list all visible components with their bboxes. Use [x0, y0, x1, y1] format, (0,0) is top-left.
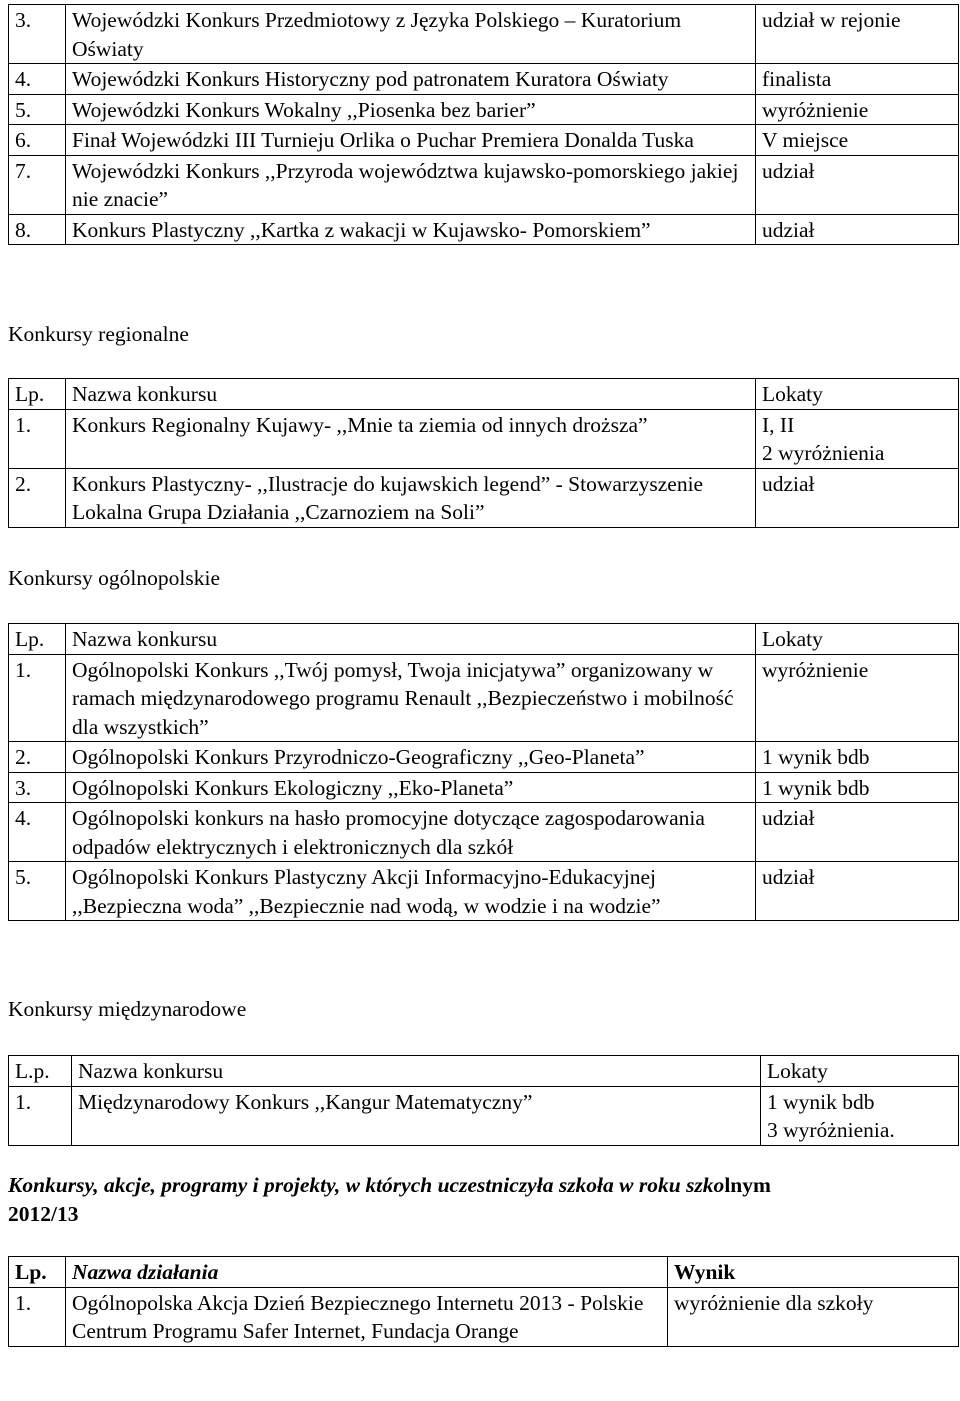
row-number: 4. — [9, 64, 66, 95]
row-number: 2. — [9, 742, 66, 773]
contest-result: finalista — [756, 64, 959, 95]
contest-name: Ogólnopolski Konkurs Ekologiczny ,,Eko-Planeta” — [66, 772, 756, 803]
regional-table — [8, 378, 959, 528]
table-header-row — [9, 624, 959, 655]
contest-result: 1 wynik bdb — [756, 772, 959, 803]
section-title-projects — [8, 1171, 948, 1228]
table-row — [9, 654, 959, 742]
header-result: Lokaty — [756, 624, 959, 655]
row-number: 4. — [9, 803, 66, 862]
contest-result — [756, 409, 959, 468]
table-header-row — [9, 1056, 959, 1087]
project-name: Ogólnopolska Akcja Dzień Bezpiecznego Internetu 2013 - Polskie Centrum Programu Safer Internet, Fundacja Orange — [66, 1287, 668, 1346]
row-number: 6. — [9, 125, 66, 156]
national-table — [8, 623, 959, 921]
table-row — [9, 742, 959, 773]
row-number: 3. — [9, 772, 66, 803]
contest-result: V miejsce — [756, 125, 959, 156]
contest-result — [756, 468, 959, 527]
row-number: 8. — [9, 214, 66, 245]
header-name: Nazwa konkursu — [72, 1056, 761, 1087]
row-number: 1. — [9, 1086, 72, 1145]
table-row — [9, 409, 959, 468]
table-row — [9, 1086, 959, 1145]
row-number: 1. — [9, 1287, 66, 1346]
contest-name: Ogólnopolski Konkurs ,,Twój pomysł, Twoja inicjatywa” organizowany w ramach międzynarodowego programu Renault ,,Bezpieczeństwo i mobilność dla wszystkich” — [66, 654, 756, 742]
row-number: 5. — [9, 862, 66, 921]
projects-table — [8, 1256, 959, 1347]
result-line: 3 wyróżnienia. — [767, 1118, 895, 1142]
result-line: udział — [762, 471, 815, 496]
project-result: wyróżnienie dla szkoły — [668, 1287, 959, 1346]
row-number: 1. — [9, 654, 66, 742]
contest-result — [761, 1086, 959, 1145]
wojewodzkie-table — [8, 4, 959, 245]
contest-name: Wojewódzki Konkurs Historyczny pod patronatem Kuratora Oświaty — [66, 64, 756, 95]
contest-result: 1 wynik bdb — [756, 742, 959, 773]
header-no: Lp. — [9, 1257, 66, 1288]
result-line: 1 wynik bdb — [767, 1089, 875, 1114]
contest-name: Ogólnopolski konkurs na hasło promocyjne dotyczące zagospodarowania odpadów elektrycznych i elektronicznych dla szkół — [66, 803, 756, 862]
contest-name: Finał Wojewódzki III Turnieju Orlika o Puchar Premiera Donalda Tuska — [66, 125, 756, 156]
table-header-row — [9, 379, 959, 410]
table-row — [9, 64, 959, 95]
contest-result: udział w rejonie — [756, 5, 959, 64]
header-result: Lokaty — [761, 1056, 959, 1087]
international-table — [8, 1055, 959, 1146]
table-row — [9, 214, 959, 245]
header-no: L.p. — [9, 1056, 72, 1087]
table-row — [9, 468, 959, 527]
table-row — [9, 772, 959, 803]
title-bold-part: lnym — [724, 1173, 771, 1197]
contest-result: wyróżnienie — [756, 94, 959, 125]
table-row — [9, 155, 959, 214]
contest-name: Konkurs Plastyczny- ,,Ilustracje do kujawskich legend” - Stowarzyszenie Lokalna Grupa Działania ,,Czarnoziem na Soli” — [66, 468, 756, 527]
table-row — [9, 862, 959, 921]
contest-result: udział — [756, 803, 959, 862]
contest-name: Wojewódzki Konkurs Wokalny ,,Piosenka bez barier” — [66, 94, 756, 125]
section-title-national: Konkursy ogólnopolskie — [8, 566, 221, 590]
contest-result: udział — [756, 155, 959, 214]
header-result: Wynik — [668, 1257, 959, 1288]
header-no: Lp. — [9, 379, 66, 410]
row-number: 3. — [9, 5, 66, 64]
contest-result: wyróżnienie — [756, 654, 959, 742]
section-title-regional: Konkursy regionalne — [8, 322, 189, 346]
table-row — [9, 94, 959, 125]
header-name: Nazwa konkursu — [66, 624, 756, 655]
contest-name: Konkurs Regionalny Kujawy- ,,Mnie ta ziemia od innych droższa” — [66, 409, 756, 468]
result-line: I, II — [762, 412, 795, 437]
table-row — [9, 803, 959, 862]
contest-name: Ogólnopolski Konkurs Plastyczny Akcji Informacyjno-Edukacyjnej ,,Bezpieczna woda” ,,Bezpiecznie nad wodą, w wodzie i na wodzie” — [66, 862, 756, 921]
contest-result: udział — [756, 214, 959, 245]
header-name: Nazwa działania — [66, 1257, 668, 1288]
header-no: Lp. — [9, 624, 66, 655]
section-title-international: Konkursy międzynarodowe — [8, 997, 247, 1021]
table-header-row — [9, 1257, 959, 1288]
row-number: 7. — [9, 155, 66, 214]
contest-result: udział — [756, 862, 959, 921]
contest-name: Wojewódzki Konkurs Przedmiotowy z Języka Polskiego – Kuratorium Oświaty — [66, 5, 756, 64]
row-number: 2. — [9, 468, 66, 527]
header-result: Lokaty — [756, 379, 959, 410]
contest-name: Wojewódzki Konkurs ,,Przyroda województwa kujawsko-pomorskiego jakiej nie znacie” — [66, 155, 756, 214]
contest-name: Międzynarodowy Konkurs ,,Kangur Matematyczny” — [72, 1086, 761, 1145]
row-number: 5. — [9, 94, 66, 125]
contest-name: Ogólnopolski Konkurs Przyrodniczo-Geograficzny ,,Geo-Planeta” — [66, 742, 756, 773]
table-row — [9, 5, 959, 64]
title-italic-part: Konkursy, akcje, programy i projekty, w których uczestniczyła szkoła w roku szko — [8, 1173, 725, 1197]
result-line: 2 wyróżnienia — [762, 441, 885, 465]
contest-name: Konkurs Plastyczny ,,Kartka z wakacji w Kujawsko- Pomorskiem” — [66, 214, 756, 245]
school-year: 2012/13 — [8, 1201, 79, 1226]
header-name: Nazwa konkursu — [66, 379, 756, 410]
row-number: 1. — [9, 409, 66, 468]
table-row — [9, 1287, 959, 1346]
table-row — [9, 125, 959, 156]
